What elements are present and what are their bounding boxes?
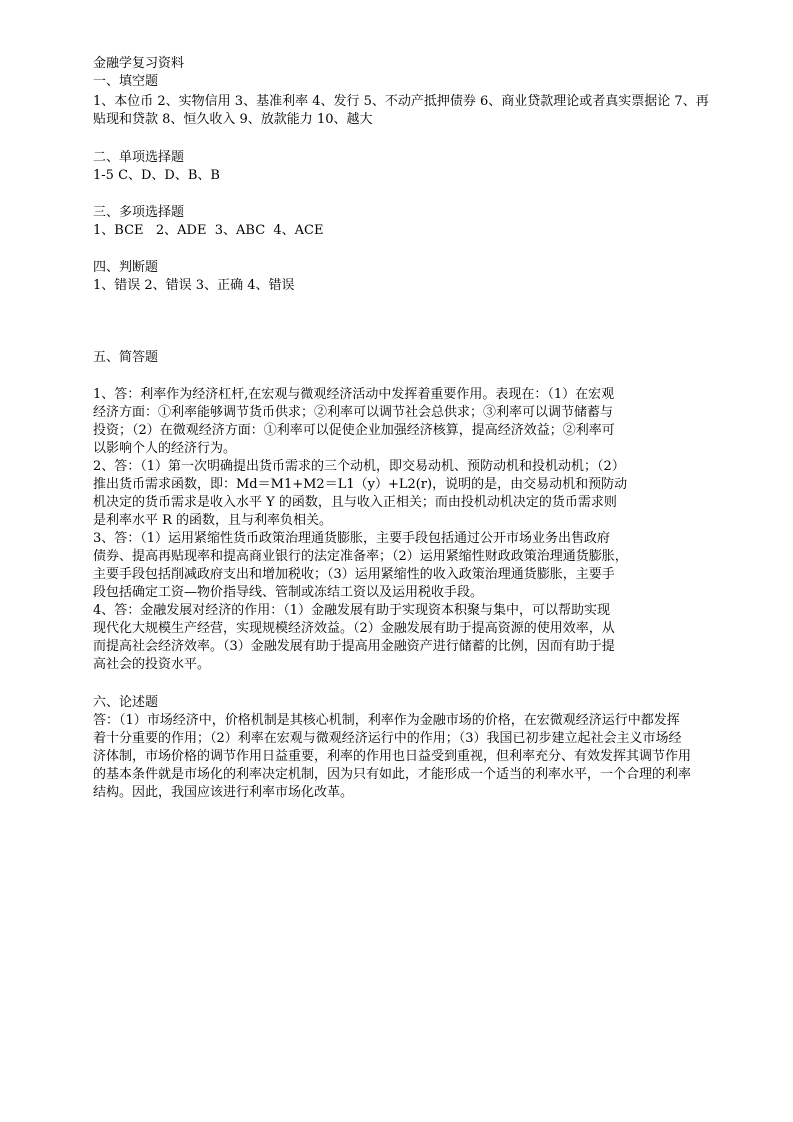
short-answer-line: 2、答：（1）第一次明确提出货币需求的三个动机，即交易动机、预防动机和投机动机；（2）	[93, 459, 625, 474]
section-heading-short-answer: 五、简答题	[93, 350, 159, 365]
short-answer-line: 推出货币需求函数，即：Md＝M1+M2＝L1（y）+L2(r)，说明的是，由交易动机和预防动	[93, 477, 628, 492]
document-title: 金融学复习资料	[93, 56, 185, 71]
section-heading-multiple-choice: 三、多项选择题	[93, 205, 185, 220]
short-answer-line: 1、答：利率作为经济杠杆,在宏观与微观经济活动中发挥着重要作用。表现在：（1）在宏观	[93, 387, 615, 402]
short-answer-line: 机决定的货币需求是收入水平 Y 的函数，且与收入正相关；而由投机动机决定的货币需求则	[93, 495, 617, 510]
short-answer-line: 以影响个人的经济行为。	[93, 441, 237, 456]
short-answer-line: 现代化大规模生产经营，实现规模经济效益。（2）金融发展有助于提高资源的使用效率，从	[93, 621, 615, 636]
essay-line: 着十分重要的作用；（2）利率在宏观与微观经济运行中的作用；（3）我国已初步建立起社会主义市场经	[93, 731, 682, 746]
short-answer-line: 而提高社会经济效率。（3）金融发展有助于提高用金融资产进行储蓄的比例，因而有助于提	[93, 639, 615, 654]
short-answer-line: 债券、提高再贴现率和提高商业银行的法定准备率；（2）运用紧缩性财政政策治理通货膨胀，	[93, 549, 628, 564]
short-answer-line: 经济方面：①利率能够调节货币供求；②利率可以调节社会总供求；③利率可以调节储蓄与	[93, 405, 614, 420]
essay-line: 的基本条件就是市场化的利率决定机制，因为只有如此，才能形成一个适当的利率水平，一个合理的利率	[93, 767, 692, 782]
short-answer-line: 3、答：（1）运用紧缩性货币政策治理通货膨胀，主要手段包括通过公开市场业务出售政府	[93, 531, 611, 546]
section-heading-single-choice: 二、单项选择题	[93, 150, 185, 165]
short-answer-line: 主要手段包括削减政府支出和增加税收；（3）运用紧缩性的收入政策治理通货膨胀，主要手	[93, 567, 615, 582]
multiple-choice-answers: 1、BCE 2、ADE 3、ABC 4、ACE	[93, 223, 324, 238]
short-answer-line: 投资；（2）在微观经济方面：①利率可以促使企业加强经济核算，提高经济效益；②利率可	[93, 423, 615, 438]
true-false-answers: 1、错误 2、错误 3、正确 4、错误	[93, 278, 295, 293]
short-answer-line: 4、答：金融发展对经济的作用：（1）金融发展有助于实现资本积聚与集中，可以帮助实现	[93, 603, 611, 618]
short-answer-line: 段包括确定工资—物价指导线、管制或冻结工资以及运用税收手段。	[93, 585, 484, 600]
essay-line: 结构。因此，我国应该进行利率市场化改革。	[93, 785, 354, 800]
fill-in-answers-line-2: 贴现和贷款 8、恒久收入 9、放款能力 10、越大	[93, 112, 373, 127]
section-heading-true-false: 四、判断题	[93, 260, 159, 275]
section-heading-fill-in: 一、填空题	[93, 74, 159, 89]
essay-line: 济体制，市场价格的调节作用日益重要，利率的作用也日益受到重视，但利率充分、有效发挥其调节作用	[93, 749, 692, 764]
fill-in-answers-line-1: 1、本位币 2、实物信用 3、基准利率 4、发行 5、不动产抵押债券 6、商业贷款理论或者真实票据论 7、再	[93, 94, 709, 109]
single-choice-answers: 1-5 C、D、D、B、B	[93, 168, 220, 183]
short-answer-line: 是利率水平 R 的函数，且与利率负相关。	[93, 513, 333, 528]
essay-line: 答：（1）市场经济中，价格机制是其核心机制，利率作为金融市场的价格，在宏微观经济运行中都发挥	[93, 713, 680, 728]
short-answer-line: 高社会的投资水平。	[93, 657, 211, 672]
section-heading-essay: 六、论述题	[93, 695, 159, 710]
